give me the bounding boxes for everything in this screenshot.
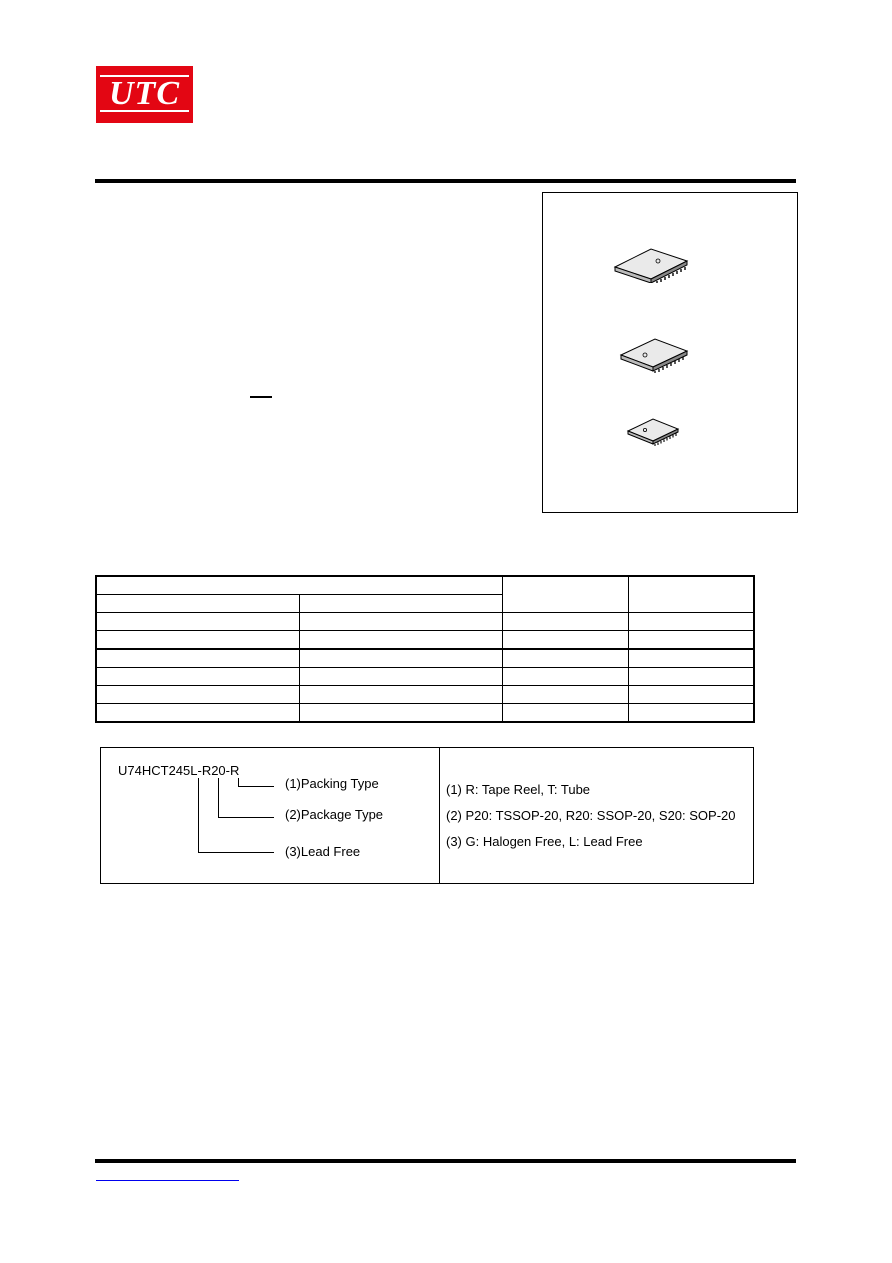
table-cell	[299, 631, 502, 650]
connector-line	[218, 817, 274, 818]
footer-link[interactable]	[96, 1180, 239, 1181]
note-package: (2) P20: TSSOP-20, R20: SSOP-20, S20: SOP-20	[446, 808, 736, 823]
table-cell	[502, 704, 628, 723]
table-cell	[502, 631, 628, 650]
table-cell	[299, 649, 502, 668]
table-cell	[299, 668, 502, 686]
table-row	[96, 613, 754, 631]
logo-text: UTC	[100, 75, 189, 112]
table-cell	[96, 576, 502, 595]
table-cell	[96, 613, 299, 631]
footer-rule	[95, 1159, 796, 1163]
ordering-table	[95, 575, 755, 723]
table-cell	[502, 649, 628, 668]
connector-line	[238, 778, 239, 786]
part-number-code: U74HCT245L-R20-R	[118, 763, 240, 778]
table-row	[96, 668, 754, 686]
table-header-row	[96, 576, 754, 595]
tssop-20-chip-icon	[625, 415, 681, 447]
table-cell	[96, 686, 299, 704]
table-cell	[502, 686, 628, 704]
utc-logo	[96, 66, 193, 123]
header-rule	[95, 179, 796, 183]
sop-20-chip-icon	[611, 243, 691, 283]
table-cell	[299, 613, 502, 631]
table-cell	[299, 704, 502, 723]
table-row	[96, 704, 754, 723]
table-row	[96, 686, 754, 704]
label-package-type: (2)Package Type	[285, 807, 384, 822]
part-number-divider	[439, 747, 440, 884]
table-cell	[502, 668, 628, 686]
table-cell	[628, 686, 754, 704]
table-cell	[628, 668, 754, 686]
connector-line	[218, 778, 219, 817]
table-cell	[96, 649, 299, 668]
package-box	[542, 192, 798, 513]
note-packing: (1) R: Tape Reel, T: Tube	[446, 782, 591, 797]
note-lead: (3) G: Halogen Free, L: Lead Free	[446, 834, 643, 849]
table-cell	[96, 668, 299, 686]
table-cell	[299, 686, 502, 704]
table-cell	[502, 576, 628, 613]
table-cell	[628, 613, 754, 631]
ssop-20-chip-icon	[617, 333, 691, 373]
table-cell	[96, 631, 299, 650]
table-cell	[628, 631, 754, 650]
table-row	[96, 631, 754, 650]
table-cell	[628, 576, 754, 613]
label-packing-type: (1)Packing Type	[285, 776, 379, 791]
connector-line	[198, 852, 274, 853]
table-cell	[628, 704, 754, 723]
connector-line	[238, 786, 274, 787]
table-cell	[96, 595, 299, 613]
connector-line	[198, 778, 199, 852]
table-cell	[502, 613, 628, 631]
table-cell	[299, 595, 502, 613]
table-row	[96, 649, 754, 668]
table-cell	[628, 649, 754, 668]
table-cell	[96, 704, 299, 723]
label-lead-free: (3)Lead Free	[285, 844, 361, 859]
overline-mark	[250, 396, 272, 398]
